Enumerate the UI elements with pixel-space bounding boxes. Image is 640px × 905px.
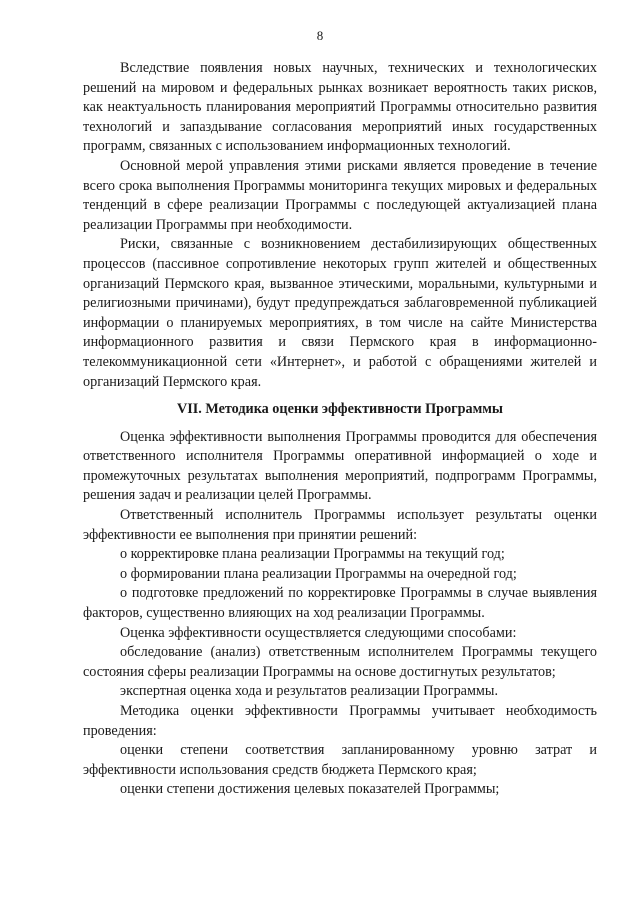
list-item-plan-formation: о формировании плана реализации Программы на очередной год; [120, 565, 517, 582]
list-item-expert-assessment: экспертная оценка хода и результатов реализации Программы. [120, 683, 498, 700]
list-item-proposals: о подготовке предложений по корректировке Программы в случае выявления факторов, существенно влияющих на ход реализации Программы. [83, 585, 597, 622]
paragraph-risk-management: Основной мерой управления этими рисками является проведение в течение всего срока выполнения Программы мониторинга текущих мировых и федеральных тенденций в сфере реализации Программы с последующей актуализацией плана реализации Программы при необходимости. [83, 157, 597, 233]
list-item-plan-correction: о корректировке плана реализации Программы на текущий год; [120, 546, 505, 563]
paragraph-evaluation-purpose: Оценка эффективности выполнения Программы проводится для обеспечения ответственного исполнителя Программы оперативной информацией о ходе и промежуточных результатах выполнения мероприятий, подпрограмм Программы, решения задач и реализации целей Программы. [83, 428, 597, 504]
page-number: 8 [316, 28, 324, 43]
list-item-cost-assessment: оценки степени соответствия запланированному уровню затрат и эффективности использования средств бюджета Пермского края; [83, 742, 597, 778]
paragraph-evaluation-methods: Оценка эффективности осуществляется следующими способами: [120, 624, 517, 641]
section-title: VII. Методика оценки эффективности Программы [177, 401, 503, 418]
paragraph-methodology: Методика оценки эффективности Программы учитывает необходимость проведения: [83, 703, 597, 739]
document-body [83, 59, 597, 800]
list-item-indicators-assessment: оценки степени достижения целевых показателей Программы; [120, 781, 500, 798]
paragraph-social-risks: Риски, связанные с возникновением дестабилизирующих общественных процессов (пассивное сопротивление некоторых групп жителей и общественных организаций Пермского края, вызванное этическими, моральными, культурными и религиозными причинами), будут предупреждаться заблаговременной публикацией информации о планируемых мероприятиях, в том числе на сайте Министерства информационного развития и связи Пермского края в информационно-телекоммуникационной сети «Интернет», и работой с обращениями жителей и организаций Пермского края. [83, 236, 597, 390]
paragraph-tech-risks: Вследствие появления новых научных, технических и технологических решений на мировом и федеральных рынках возникает вероятность таких рисков, как неактуальность планирования мероприятий Программы относительно развития технологий и запаздывание согласования мероприятий иных государственных программ, связанных с использованием информационных технологий. [83, 60, 597, 155]
paragraph-evaluation-use: Ответственный исполнитель Программы использует результаты оценки эффективности ее выполнения при принятии решений: [83, 507, 597, 543]
list-item-survey: обследование (анализ) ответственным исполнителем Программы текущего состояния сферы реализации Программы на основе достигнутых результатов; [83, 644, 597, 680]
